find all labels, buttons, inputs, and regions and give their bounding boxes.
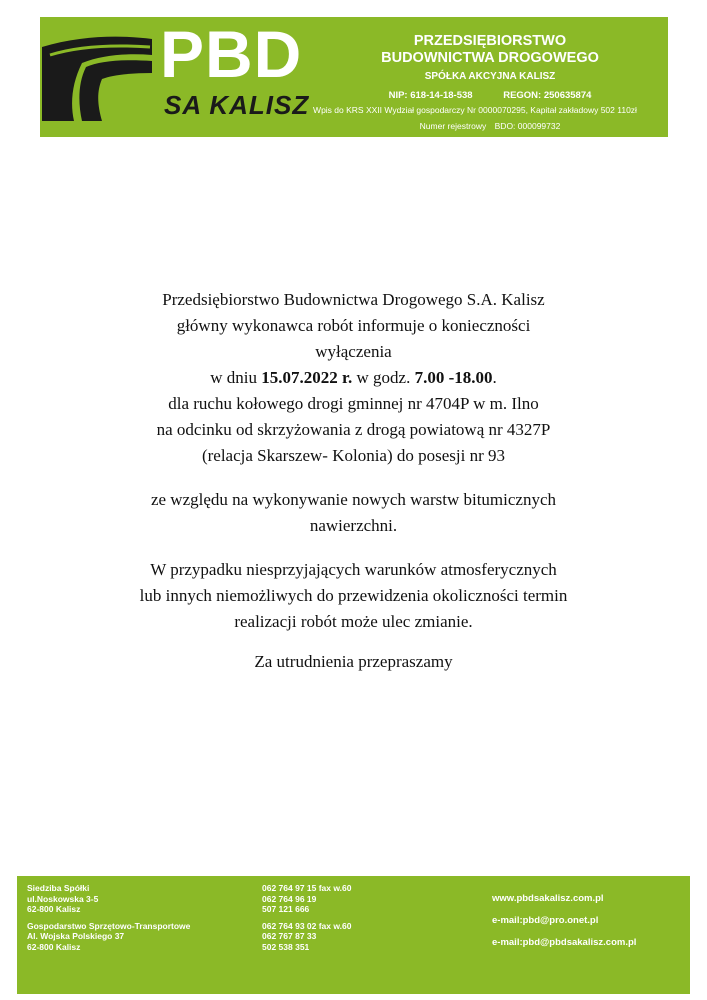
tax-ids <box>320 89 660 102</box>
krs-registration: Wpis do KRS XXII Wydział gospodarczy Nr 0000070295, Kapitał zakładowy 502 110zł <box>313 105 637 115</box>
logo-wordmark: PBD <box>160 17 303 91</box>
company-name-line3: SPÓŁKA AKCYJNA KALISZ <box>424 71 556 82</box>
notice-line: główny wykonawca robót informuje o konieczności <box>176 316 531 335</box>
date-prefix: w dniu <box>210 368 262 387</box>
hq-phone: 062 764 96 19 <box>262 893 317 904</box>
email-link[interactable]: e-mail:pbd@pro.onet.pl <box>492 915 599 926</box>
time-suffix: . <box>492 368 497 387</box>
closure-time: 7.00 -18.00 <box>414 368 493 387</box>
closure-date: 15.07.2022 r. <box>261 368 353 387</box>
logo-subtitle: SA KALISZ <box>164 90 310 120</box>
letterhead-banner <box>40 17 668 137</box>
transport-street: Al. Wojska Polskiego 37 <box>27 931 125 941</box>
transport-title: Gospodarstwo Sprzętowo-Transportowe <box>27 920 191 931</box>
phones-column <box>262 883 351 952</box>
website-link[interactable]: www.pbdsakalisz.com.pl <box>492 893 604 904</box>
hq-title: Siedziba Spółki <box>27 883 90 893</box>
hq-phone: 062 764 97 15 fax w.60 <box>262 883 352 893</box>
transport-phone: 062 767 87 33 <box>262 931 317 941</box>
time-prefix: w godz. <box>352 368 415 387</box>
notice-line: dla ruchu kołowego drogi gminnej nr 4704P w m. Ilno <box>168 394 539 413</box>
reason-line: ze względu na wykonywanie nowych warstw bitumicznych <box>150 490 557 509</box>
transport-phone: 502 538 351 <box>262 941 310 952</box>
register-number <box>320 120 660 132</box>
weather-line: lub innych niemożliwych do przewidzenia okoliczności termin <box>139 586 568 605</box>
weather-line: realizacji robót może ulec zmianie. <box>234 612 473 631</box>
email-link[interactable]: e-mail:pbd@pbdsakalisz.com.pl <box>492 937 637 948</box>
notice-line: wyłączenia <box>315 342 392 361</box>
addresses-column <box>27 883 190 952</box>
notice-line: Przedsiębiorstwo Budownictwa Drogowego S.A. Kalisz <box>162 290 545 309</box>
apology-line: Za utrudnienia przepraszamy <box>254 652 453 671</box>
hq-city: 62-800 Kalisz <box>27 904 81 914</box>
road-logo-icon <box>42 33 152 121</box>
hq-phone: 507 121 666 <box>262 904 310 914</box>
transport-city: 62-800 Kalisz <box>27 941 81 952</box>
contact-column <box>492 893 636 959</box>
regon-number: REGON: 250635874 <box>503 90 592 101</box>
notice-line: na odcinku od skrzyżowania z drogą powiatową nr 4327P <box>156 420 551 439</box>
company-name-line2: BUDOWNICTWA DROGOWEGO <box>381 50 599 66</box>
transport-phone: 062 764 93 02 fax w.60 <box>262 920 352 931</box>
bdo-number: BDO: 000099732 <box>494 121 561 131</box>
hq-street: ul.Noskowska 3-5 <box>27 893 99 904</box>
weather-line: W przypadku niesprzyjających warunków atmosferycznych <box>150 560 557 579</box>
notice-date-line <box>60 365 647 391</box>
register-label: Numer rejestrowy <box>419 121 487 131</box>
notice-line: (relacja Skarszew- Kolonia) do posesji nr 93 <box>201 446 506 465</box>
letterhead-footer <box>17 876 690 994</box>
company-name-line1: PRZEDSIĘBIORSTWO <box>413 33 567 49</box>
reason-line: nawierzchni. <box>309 516 398 535</box>
notice-body <box>60 287 647 675</box>
nip-number: NIP: 618-14-18-538 <box>388 90 473 101</box>
company-details <box>313 33 660 132</box>
